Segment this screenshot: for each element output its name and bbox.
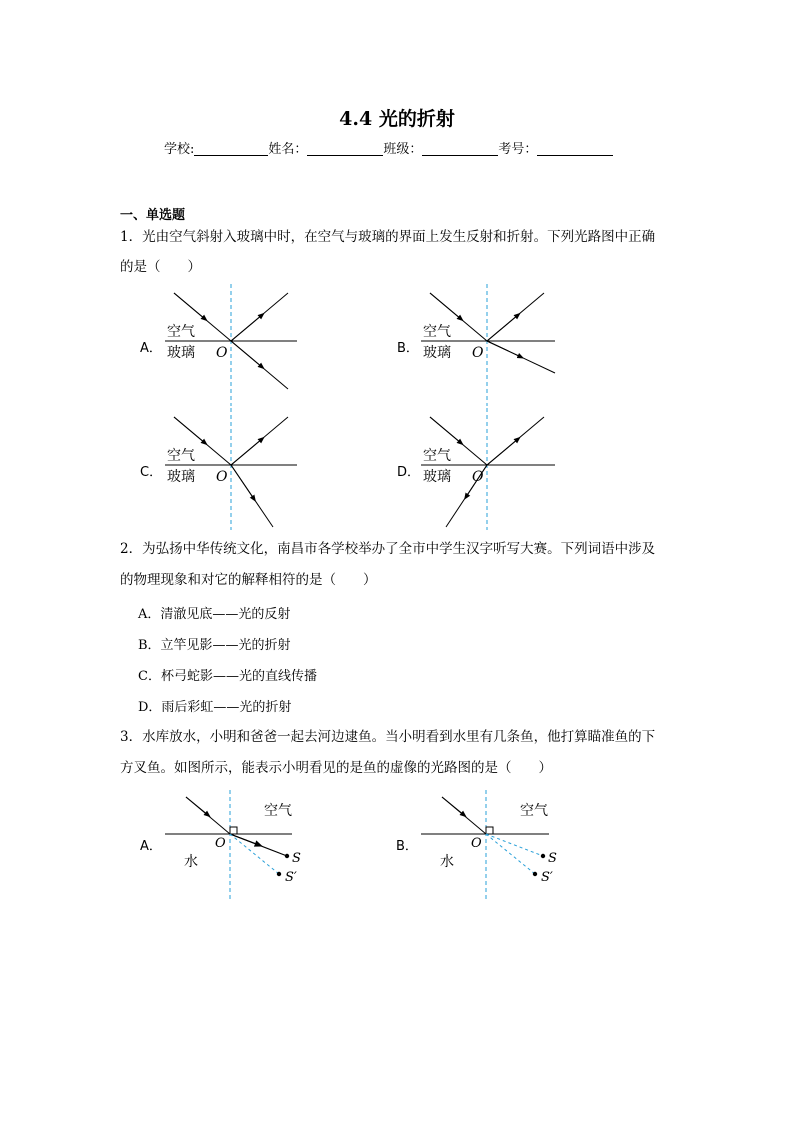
glass-label: 玻璃 bbox=[167, 469, 195, 485]
school-label: 学校: bbox=[164, 142, 195, 157]
q3-text-line1: 3．水库放水，小明和爸爸一起去河边逮鱼。当小明看到水里有几条鱼，他打算瞄准鱼的下 bbox=[120, 729, 656, 745]
exam-no-label: 考号： bbox=[498, 142, 538, 157]
water-label: 水 bbox=[184, 854, 198, 870]
glass-label: 玻璃 bbox=[423, 469, 451, 485]
air-label: 空气 bbox=[167, 324, 195, 340]
q1-diagram-a bbox=[140, 284, 297, 406]
air-label: 空气 bbox=[520, 803, 548, 819]
exam-no-blank bbox=[537, 141, 613, 156]
glass-label: 玻璃 bbox=[167, 345, 195, 361]
q2-option-a: A．清澈见底——光的反射 bbox=[138, 607, 291, 622]
point-o-label: O bbox=[215, 836, 226, 851]
air-label: 空气 bbox=[423, 448, 451, 464]
q1-diagram-b bbox=[397, 284, 555, 406]
page-title: 4.4 光的折射 bbox=[339, 108, 455, 130]
fish-image-point bbox=[533, 872, 537, 876]
name-label: 姓名： bbox=[268, 142, 308, 157]
point-o-label: O bbox=[216, 345, 228, 361]
virtual-ray bbox=[230, 834, 279, 874]
fish-image-label: S′ bbox=[285, 870, 297, 885]
q2-option-d: D．雨后彩虹——光的折射 bbox=[138, 700, 292, 715]
q1-diagrams bbox=[0, 280, 794, 535]
class-label: 班级： bbox=[383, 142, 423, 157]
q1-diagram-c bbox=[140, 408, 297, 530]
option-a-label: A． bbox=[140, 839, 162, 854]
air-label: 空气 bbox=[264, 803, 292, 819]
q2-option-c: C．杯弓蛇影——光的直线传播 bbox=[138, 669, 317, 684]
q2-text-line2: 的物理现象和对它的解释相符的是（ ） bbox=[120, 572, 377, 588]
air-label: 空气 bbox=[423, 324, 451, 340]
fish-image-label: S′ bbox=[541, 870, 553, 885]
q1-diagram-d bbox=[397, 408, 555, 530]
virtual-ray-2 bbox=[486, 834, 535, 874]
point-o-label: O bbox=[472, 469, 484, 485]
q3-diagram-a bbox=[140, 790, 301, 900]
point-o-label: O bbox=[471, 836, 482, 851]
fish-point bbox=[541, 854, 545, 858]
point-o-label: O bbox=[216, 469, 228, 485]
q3-diagrams bbox=[0, 785, 794, 905]
air-label: 空气 bbox=[167, 448, 195, 464]
fish-image-point bbox=[277, 872, 281, 876]
q2-option-b: B．立竿见影——光的折射 bbox=[138, 638, 291, 653]
q1-text-line1: 1．光由空气斜射入玻璃中时，在空气与玻璃的界面上发生反射和折射。下列光路图中正确 bbox=[120, 229, 656, 245]
option-b-label: B． bbox=[396, 839, 418, 854]
water-label: 水 bbox=[440, 854, 454, 870]
glass-label: 玻璃 bbox=[423, 345, 451, 361]
school-blank bbox=[194, 141, 268, 156]
fish-label: S bbox=[292, 851, 301, 866]
right-angle-mark bbox=[486, 827, 493, 834]
class-blank bbox=[422, 141, 498, 156]
q1-text-line2: 的是（ ） bbox=[120, 259, 201, 275]
virtual-ray-1 bbox=[486, 834, 543, 856]
option-a-label: A． bbox=[140, 341, 162, 356]
q2-text-line1: 2．为弘扬中华传统文化，南昌市各学校举办了全市中学生汉字听写大赛。下列词语中涉及 bbox=[120, 541, 656, 557]
fish-point bbox=[285, 854, 289, 858]
option-b-label: B． bbox=[397, 341, 419, 356]
student-info-line bbox=[164, 138, 613, 157]
fish-label: S bbox=[548, 851, 557, 866]
section-heading: 一、单选题 bbox=[120, 208, 186, 223]
name-blank bbox=[307, 141, 383, 156]
option-c-label: C． bbox=[140, 465, 163, 480]
q3-text-line2: 方叉鱼。如图所示，能表示小明看见的是鱼的虚像的光路图的是（ ） bbox=[120, 760, 552, 776]
q3-diagram-b bbox=[396, 790, 557, 900]
point-o-label: O bbox=[472, 345, 484, 361]
option-d-label: D． bbox=[397, 465, 421, 480]
right-angle-mark bbox=[230, 827, 237, 834]
